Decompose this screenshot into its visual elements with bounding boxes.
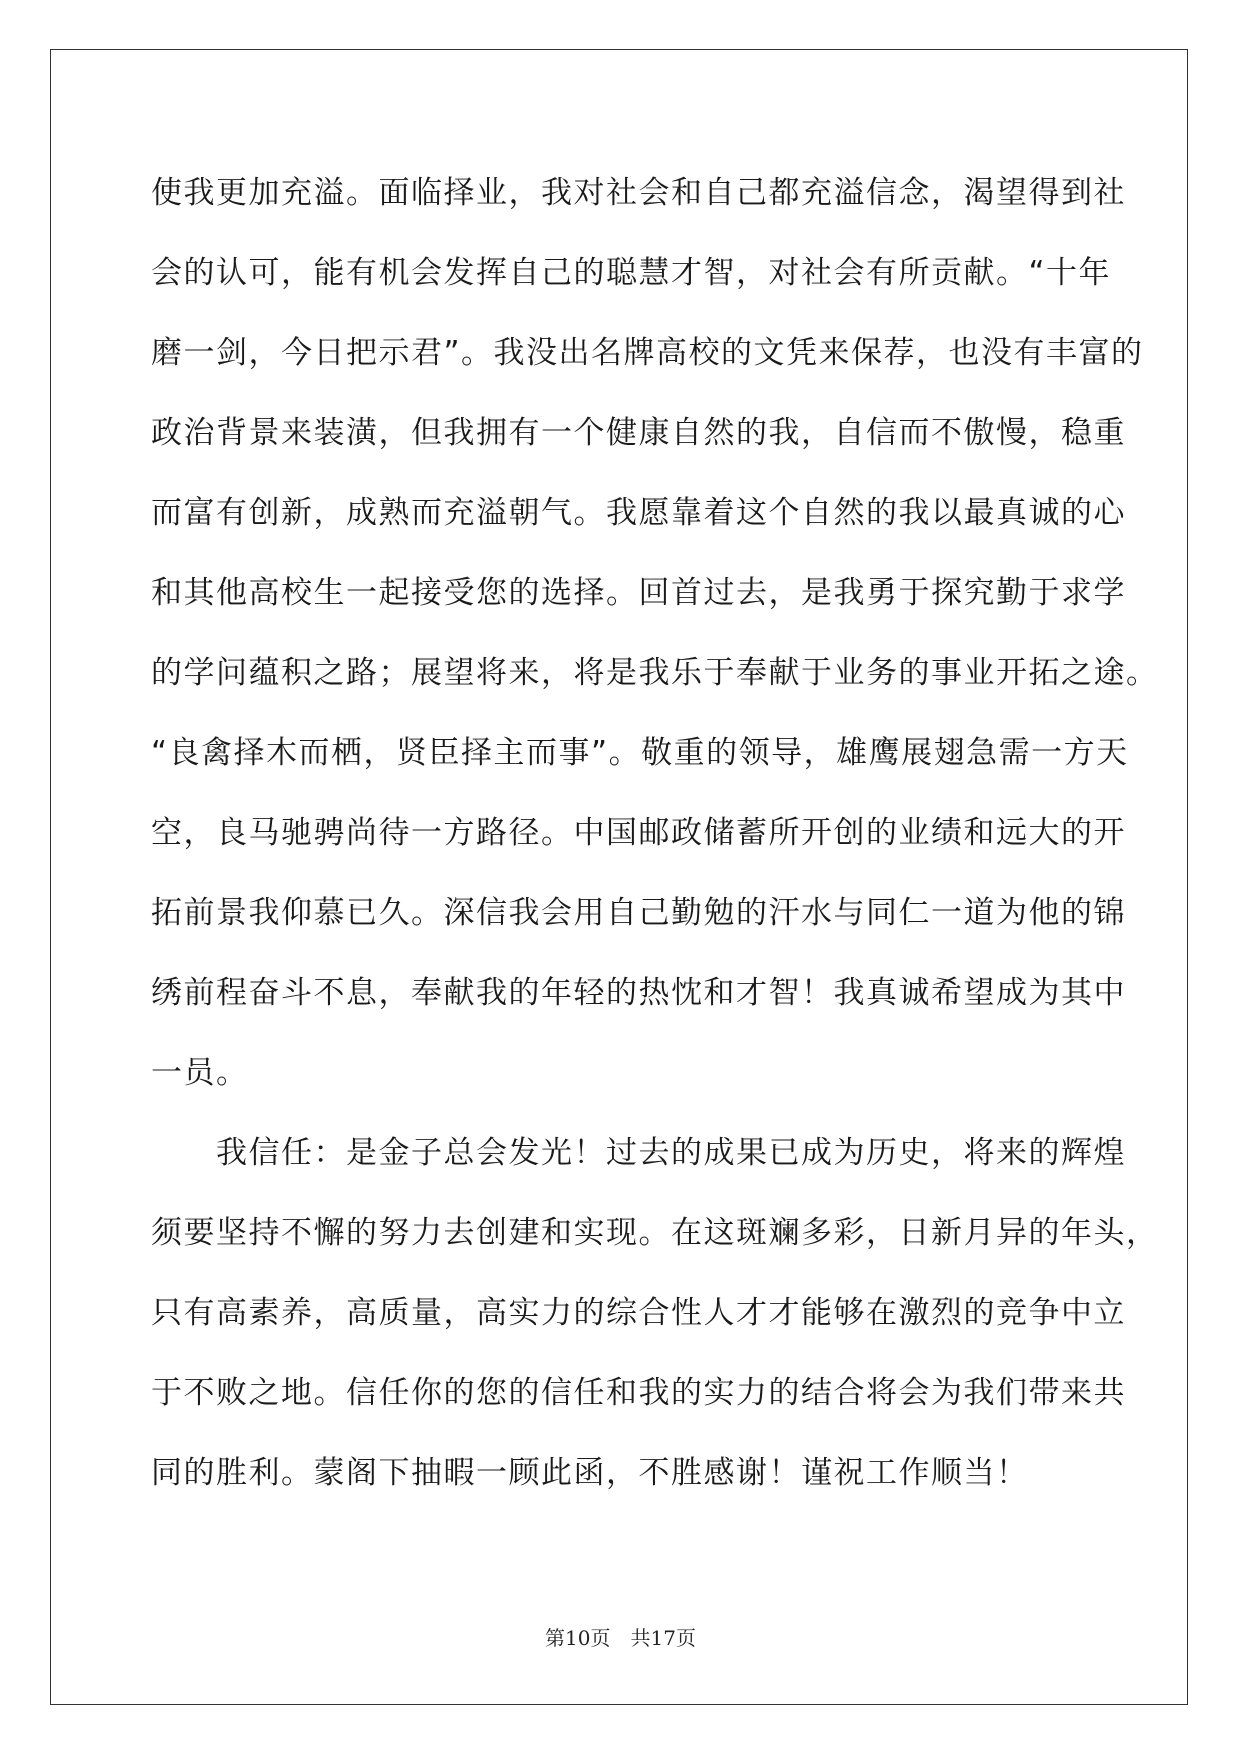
text-line: 磨一剑，今日把示君”。我没出名牌高校的文凭来保荐，也没有丰富的 xyxy=(151,335,1144,371)
page-footer xyxy=(0,1622,1241,1651)
text-line: 一员。 xyxy=(151,1055,249,1091)
text-line: 的学问蕴积之路；展望将来，将是我乐于奉献于业务的事业开拓之途。 xyxy=(151,655,1159,691)
text-line: 空，良马驰骋尚待一方路径。中国邮政储蓄所开创的业绩和远大的开 xyxy=(151,815,1126,851)
text-line: 绣前程奋斗不息，奉献我的年轻的热忱和才智！我真诚希望成为其中 xyxy=(151,975,1126,1011)
paragraph-start-line: 我信任：是金子总会发光！过去的成果已成为历史，将来的辉煌 xyxy=(151,1135,1126,1171)
text-line: “良禽择木而栖，贤臣择主而事”。敬重的领导，雄鹰展翅急需一方天 xyxy=(151,735,1129,771)
document-body xyxy=(151,153,1159,1513)
page-total: 共17页 xyxy=(630,1626,696,1650)
text-line: 政治背景来装潢，但我拥有一个健康自然的我，自信而不傲慢，稳重 xyxy=(151,415,1126,451)
text-line: 同的胜利。蒙阁下抽暇一顾此函，不胜感谢！谨祝工作顺当！ xyxy=(151,1455,1029,1491)
text-line: 于不败之地。信任你的您的信任和我的实力的结合将会为我们带来共 xyxy=(151,1375,1126,1411)
text-line: 会的认可，能有机会发挥自己的聪慧才智，对社会有所贡献。“十年 xyxy=(151,255,1112,291)
text-line: 使我更加充溢。面临择业，我对社会和自己都充溢信念，渴望得到社 xyxy=(151,175,1126,211)
text-line: 而富有创新，成熟而充溢朝气。我愿靠着这个自然的我以最真诚的心 xyxy=(151,495,1126,531)
text-line: 和其他高校生一起接受您的选择。回首过去，是我勇于探究勤于求学 xyxy=(151,575,1126,611)
page-number: 第10页 xyxy=(545,1626,611,1650)
text-line: 须要坚持不懈的努力去创建和实现。在这斑斓多彩，日新月异的年头， xyxy=(151,1215,1159,1251)
text-line: 拓前景我仰慕已久。深信我会用自己勤勉的汗水与同仁一道为他的锦 xyxy=(151,895,1126,931)
text-line: 只有高素养，高质量，高实力的综合性人才才能够在激烈的竞争中立 xyxy=(151,1295,1126,1331)
